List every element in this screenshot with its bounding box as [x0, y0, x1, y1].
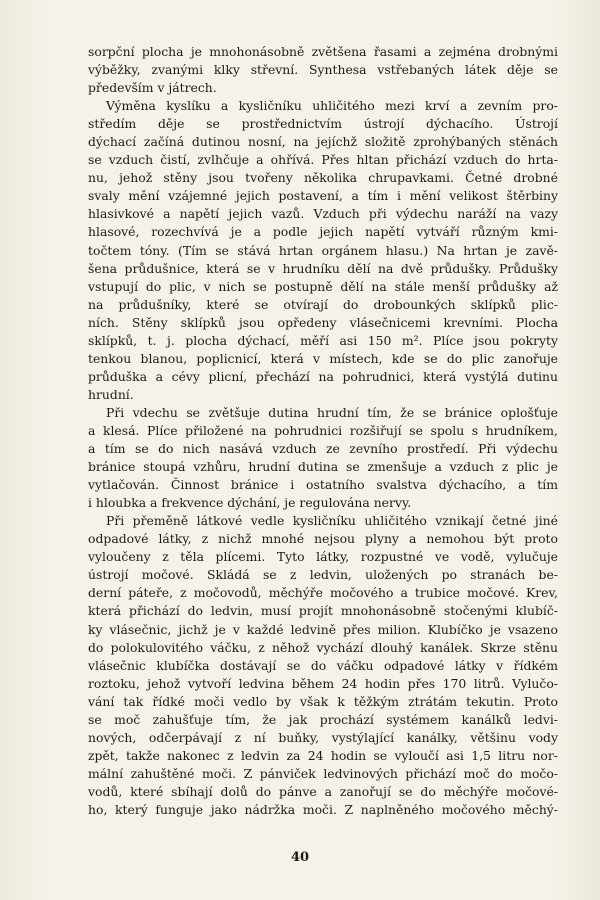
text-line: dýchací začíná dutinou nosní, na jejíchž složitě zprohýbaných stěnách [88, 134, 558, 150]
text-line: vlásečnic klubíčka dostávají se do váčku odpadové látky v řídkém [88, 657, 558, 673]
text-line: vytlačován. Činnost bránice i ostatního svalstva dýchacího, a tím [88, 477, 558, 493]
text-line: hlasové, rozechvívá je a podle jejich napětí vytváří různým kmi- [88, 224, 558, 240]
text-line: výběžky, zvanými klky střevní. Synthesa vstřebaných látek děje se [88, 62, 558, 78]
text-line: středím děje se prostřednictvím ústrojí dýchacího. Ústrojí [88, 116, 558, 132]
text-line: točtem tóny. (Tím se stává hrtan orgánem hlasu.) Na hrtan je zavě- [88, 242, 558, 258]
text-line: průduška a cévy plicní, přechází na pohrudnici, která vystýlá dutinu [88, 368, 558, 384]
text-line: hrudní. [88, 386, 134, 402]
text-line: mální zahuštěné moči. Z pánviček ledvinových přichází moč do močo- [88, 765, 558, 781]
text-line: se moč zahušťuje tím, že jak prochází systémem kanálků ledvi- [88, 711, 558, 727]
text-line: ních. Stěny sklípků jsou opředeny vlásečnicemi krevními. Plocha [88, 314, 558, 330]
text-line: která přichází do ledvin, musí projít mnohonásobně stočenými klubíč- [88, 603, 558, 619]
text-line: Při přeměně látkové vedle kysličníku uhličitého vznikají četné jiné [106, 513, 558, 529]
text-line: především v játrech. [88, 80, 217, 96]
text-line: vodů, které sbíhají dolů do pánve a zanořují se do měchýře močové- [88, 783, 558, 799]
text-line: ky vlásečnic, jichž je v každé ledvině přes milion. Klubíčko je vsazeno [88, 621, 558, 637]
text-line: derní páteře, z močovodů, měchýře močového a trubice močové. Krev, [88, 585, 558, 601]
text-line: sorpční plocha je mnohonásobně zvětšena řasami a zejména drobnými [88, 44, 558, 59]
text-line: Výměna kyslíku a kysličníku uhličitého mezi krví a zevním pro- [106, 98, 558, 114]
text-line: sklípků, t. j. plocha dýchací, měří asi 150 m². Plíce jsou pokryty [88, 332, 558, 348]
text-line: bránice stoupá vzhůru, hrudní dutina se zmenšuje a vzduch z plic je [88, 459, 558, 475]
text-line: ho, který funguje jako nádržka moči. Z naplněného močového měchý- [88, 801, 558, 817]
text-line: hlasivkové a napětí jejich vazů. Vzduch při výdechu naráží na vazy [88, 206, 558, 222]
text-line: vstupují do plic, v nich se postupně dělí na stále menší průdušky až [88, 278, 558, 294]
text-line: do polokulovitého váčku, z něhož vychází dlouhý kanálek. Skrze stěnu [88, 639, 558, 655]
text-line: vyloučeny z těla plícemi. Tyto látky, rozpustné ve vodě, vylučuje [88, 549, 558, 565]
text-line: šena průdušnice, která se v hrudníku dělí na dvě průdušky. Průdušky [88, 260, 558, 276]
text-line: tenkou blanou, poplicnicí, která v místech, kde se do plic zanořuje [88, 350, 558, 366]
text-line: nových, odčerpávají z ní buňky, vystýlající kanálky, většinu vody [88, 729, 558, 745]
text-line: odpadové látky, z nichž mnohé nejsou plyny a nemohou být proto [88, 531, 558, 547]
text-line: ústrojí močové. Skládá se z ledvin, uložených po stranách be- [88, 567, 558, 583]
text-line: svaly mění vzájemné jejich postavení, a tím i mění velikost štěrbiny [88, 188, 558, 204]
page-number: 40 [290, 850, 310, 865]
text-line: se vzduch čistí, zvlhčuje a ohřívá. Přes hltan přichází vzduch do hrta- [88, 152, 558, 168]
text-line: roztoku, jehož vytvoří ledvina během 24 hodin přes 170 litrů. Vylučo- [88, 675, 558, 691]
text-line: a tím se do nich nasává vzduch ze zevního prostředí. Při výdechu [88, 441, 558, 457]
text-line: vání tak řídké moči vedlo by však k těžkým ztrátám tekutin. Proto [88, 693, 558, 709]
text-line: na průdušníky, které se otvírají do drobounkých sklípků plic- [88, 296, 558, 312]
text-line: zpět, takže nakonec z ledvin za 24 hodin se vyloučí asi 1,5 litru nor- [88, 747, 558, 763]
body-text [88, 43, 558, 819]
text-line: i hloubka a frekvence dýchání, je regulována nervy. [88, 495, 412, 511]
text-line: a klesá. Plíce přiložené na pohrudnici rozšiřují se spolu s hrudníkem, [88, 422, 558, 438]
text-line: nu, jehož stěny jsou tvořeny několika chrupavkami. Četné drobné [88, 170, 558, 186]
text-line: Při vdechu se zvětšuje dutina hrudní tím, že se bránice oplošťuje [106, 404, 558, 420]
